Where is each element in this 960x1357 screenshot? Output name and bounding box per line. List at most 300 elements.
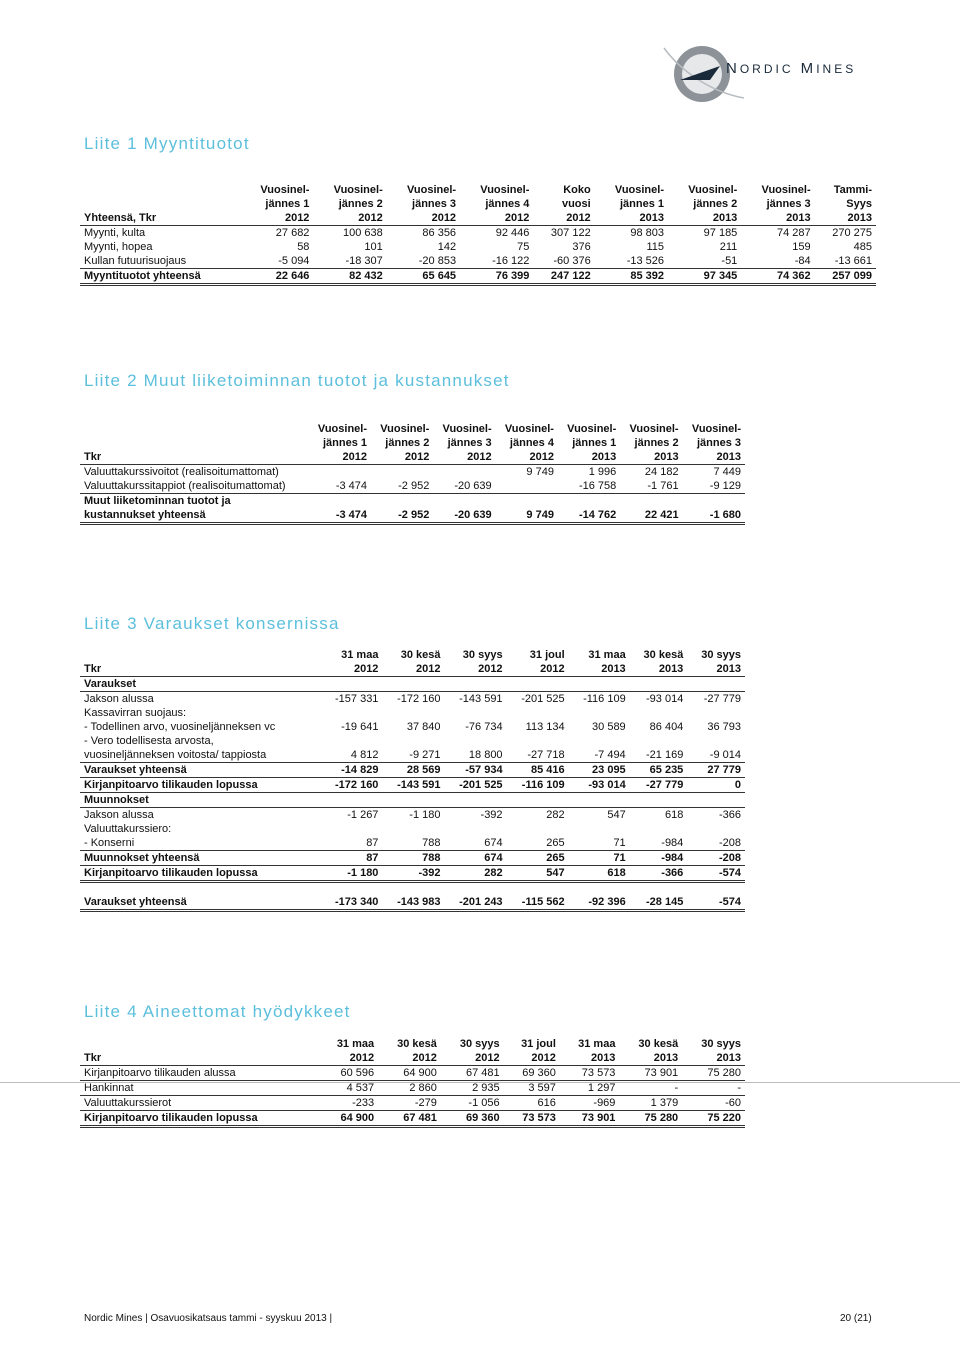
liite3-table — [80, 648, 745, 912]
row-label: Valuuttakurssitappiot (realisoitumattomat) — [80, 479, 309, 494]
table-header-label: Yhteensä, Tkr — [80, 211, 240, 226]
col-header: jännes 3 — [696, 437, 741, 449]
table-row — [80, 793, 745, 808]
cell-value: 618 — [664, 809, 684, 821]
col-header: 2013 — [620, 450, 682, 465]
row-label: Kullan futuurisuojaus — [80, 254, 240, 269]
table-row — [80, 240, 876, 254]
cell-value: -2 952 — [371, 508, 433, 524]
col-header: 2012 — [378, 1051, 441, 1066]
col-header: 2013 — [630, 662, 688, 677]
liite1-header-row-3 — [80, 211, 876, 226]
cell-value: - — [682, 1081, 745, 1096]
cell-value: -201 525 — [445, 778, 507, 793]
table-row — [80, 808, 745, 823]
col-header: 2012 — [309, 450, 371, 465]
cell-value: -20 639 — [433, 508, 495, 524]
cell-value: 36 793 — [707, 721, 741, 733]
cell-value: - — [619, 1081, 682, 1096]
table-row — [80, 226, 876, 241]
col-header: Vuosinel- — [614, 184, 664, 196]
liite3-header-row-2 — [80, 662, 745, 677]
cell-value: 1 297 — [560, 1081, 620, 1096]
cell-value: -2 952 — [371, 479, 433, 494]
cell-value: 64 900 — [319, 1111, 379, 1127]
row-label: Varaukset yhteensä — [80, 763, 320, 778]
cell-value: 616 — [504, 1096, 560, 1111]
cell-value: 98 803 — [630, 227, 664, 239]
cell-value — [320, 706, 382, 720]
col-header: vuosi — [561, 198, 591, 210]
col-header: 31 maa — [588, 649, 626, 661]
col-header: Vuosinel- — [406, 184, 457, 196]
cell-value: 265 — [507, 836, 569, 851]
row-label: Myynti, hopea — [84, 241, 153, 253]
cell-value: 9 749 — [496, 508, 558, 524]
cell-value — [569, 734, 630, 748]
col-header: Vuosinel- — [761, 184, 811, 196]
cell-value: -13 661 — [815, 254, 876, 269]
cell-value — [558, 494, 620, 509]
cell-value — [445, 677, 507, 692]
cell-value: 0 — [687, 778, 745, 793]
col-header: 31 maa — [341, 649, 379, 661]
row-label: Myynti, kulta — [84, 227, 146, 239]
cell-value: 3 597 — [504, 1081, 560, 1096]
cell-value: 82 432 — [313, 269, 386, 285]
cell-value — [320, 734, 382, 748]
col-header: 2012 — [387, 211, 460, 226]
cell-value: 75 280 — [619, 1111, 682, 1127]
cell-value: -116 109 — [507, 778, 569, 793]
cell-value: 71 — [569, 851, 630, 866]
cell-value — [507, 734, 569, 748]
table-row — [80, 692, 745, 707]
col-header: 2012 — [445, 662, 507, 677]
cell-value — [687, 822, 745, 836]
cell-value: -143 591 — [459, 693, 503, 705]
col-header: 30 kesä — [643, 649, 684, 661]
col-header: 2012 — [319, 1051, 379, 1066]
cell-value: 674 — [445, 836, 507, 851]
cell-value: -233 — [319, 1096, 379, 1111]
cell-value — [382, 677, 444, 692]
col-header: 2012 — [240, 211, 313, 226]
col-header: Vuosinel- — [691, 423, 741, 435]
cell-value: -93 014 — [646, 693, 684, 705]
row-label: - Todellinen arvo, vuosineljänneksen vc — [84, 721, 276, 733]
cell-value: 69 360 — [441, 1111, 504, 1127]
cell-value — [445, 793, 507, 808]
col-header: 30 kesä — [638, 1038, 679, 1050]
table-row — [80, 494, 745, 509]
col-header: 31 maa — [336, 1038, 375, 1050]
cell-value: -84 — [741, 254, 814, 269]
cell-value — [309, 494, 371, 509]
col-header: 30 kesä — [400, 649, 441, 661]
cell-value: 1 379 — [619, 1096, 682, 1111]
row-label: Hankinnat — [80, 1081, 319, 1096]
cell-value: -279 — [378, 1096, 441, 1111]
cell-value: -984 — [630, 851, 688, 866]
cell-value — [507, 677, 569, 692]
table-row — [80, 720, 745, 734]
cell-value: -172 160 — [397, 693, 441, 705]
cell-value: 100 638 — [342, 227, 383, 239]
page-number: 20 (21) — [840, 1313, 872, 1324]
col-header: Koko — [563, 184, 591, 196]
row-label: kustannukset yhteensä — [80, 508, 309, 524]
row-label: Myyntituotot yhteensä — [80, 269, 240, 285]
cell-value — [569, 706, 630, 720]
cell-value — [507, 822, 569, 836]
col-header: jännes 2 — [693, 198, 738, 210]
col-header: 30 syys — [459, 1038, 500, 1050]
cell-value — [496, 494, 558, 509]
liite2-title: Liite 2 Muut liiketoiminnan tuotot ja kustannukset — [84, 371, 510, 390]
cell-value: -201 243 — [445, 895, 507, 911]
cell-value: 67 481 — [441, 1066, 504, 1081]
cell-value — [445, 706, 507, 720]
row-label: Kassavirran suojaus: — [84, 707, 187, 719]
table-row — [80, 1096, 745, 1111]
col-header: jännes 1 — [572, 437, 617, 449]
liite3-title: Liite 3 Varaukset konsernissa — [84, 614, 340, 633]
cell-value: 76 399 — [460, 269, 533, 285]
table-row — [80, 677, 745, 692]
cell-value: 87 — [320, 851, 382, 866]
cell-value: 674 — [445, 851, 507, 866]
cell-value — [683, 494, 745, 509]
cell-value: 73 901 — [619, 1066, 682, 1081]
col-header: 31 joul — [529, 649, 565, 661]
col-header: 2013 — [619, 1051, 682, 1066]
cell-value: 30 589 — [592, 721, 626, 733]
col-header: jännes 4 — [485, 198, 530, 210]
table-row — [80, 1066, 745, 1081]
cell-value: 87 — [320, 836, 382, 851]
col-header: 2013 — [558, 450, 620, 465]
cell-value: 73 573 — [504, 1111, 560, 1127]
cell-value: 27 682 — [275, 227, 310, 239]
cell-value: -173 340 — [320, 895, 382, 911]
cell-value: 159 — [792, 241, 811, 253]
cell-value: -57 934 — [445, 763, 507, 778]
col-header: 2013 — [683, 450, 745, 465]
cell-value: 67 481 — [378, 1111, 441, 1127]
cell-value: 92 446 — [495, 227, 530, 239]
cell-value: 73 901 — [560, 1111, 620, 1127]
col-header: Tammi- — [833, 184, 872, 196]
cell-value: 22 646 — [240, 269, 313, 285]
cell-value: -984 — [630, 836, 688, 851]
col-header: 2012 — [504, 1051, 560, 1066]
cell-value — [309, 465, 371, 480]
cell-value: 74 362 — [741, 269, 814, 285]
cell-value: 37 840 — [406, 721, 441, 733]
cell-value: -392 — [382, 866, 444, 882]
cell-value: 115 — [646, 241, 664, 253]
col-header: Vuosinel- — [260, 184, 310, 196]
cell-value: -208 — [687, 836, 745, 851]
table-header-label: Tkr — [80, 1051, 319, 1066]
cell-value: -16 758 — [558, 479, 620, 494]
col-header: 2012 — [507, 662, 569, 677]
cell-value: -1 267 — [347, 809, 379, 821]
row-label: Jakson alussa — [84, 693, 154, 705]
cell-value: 58 — [297, 241, 310, 253]
cell-value: 75 280 — [682, 1066, 745, 1081]
footer-text: Nordic Mines | Osavuosikatsaus tammi - syyskuu 2013 | — [84, 1313, 333, 1324]
cell-value — [320, 822, 382, 836]
cell-value — [569, 793, 630, 808]
row-label: Kirjanpitoarvo tilikauden lopussa — [80, 866, 320, 882]
col-header: jännes 1 — [322, 437, 368, 449]
cell-value: 85 416 — [507, 763, 569, 778]
cell-value: 85 392 — [595, 269, 668, 285]
cell-value: 307 122 — [550, 227, 591, 239]
table-row — [80, 763, 745, 778]
cell-value — [445, 734, 507, 748]
cell-value: -143 591 — [382, 778, 444, 793]
col-header: jännes 3 — [447, 437, 492, 449]
cell-value: -201 525 — [521, 693, 565, 705]
table-row — [80, 748, 745, 763]
cell-value: 101 — [364, 241, 383, 253]
col-header: 2012 — [433, 450, 495, 465]
cell-value: -9 129 — [683, 479, 745, 494]
page-rule — [0, 1082, 960, 1083]
cell-value: -1 180 — [409, 809, 441, 821]
cell-value: 2 935 — [441, 1081, 504, 1096]
liite1-header-row-1 — [80, 183, 876, 197]
cell-value: -76 734 — [465, 721, 503, 733]
cell-value: 282 — [546, 809, 565, 821]
cell-value: 211 — [719, 241, 738, 253]
cell-value: -1 680 — [683, 508, 745, 524]
col-header: 2012 — [382, 662, 444, 677]
col-header: 2013 — [595, 211, 668, 226]
col-header: 30 syys — [701, 1038, 741, 1050]
cell-value — [382, 793, 444, 808]
cell-value — [445, 822, 507, 836]
cell-value: -20 639 — [433, 479, 495, 494]
cell-value: 75 — [517, 241, 530, 253]
liite4-title: Liite 4 Aineettomat hyödykkeet — [84, 1002, 351, 1021]
cell-value: -13 526 — [595, 254, 668, 269]
liite1-table — [80, 183, 876, 286]
row-label: Muunnokset — [80, 793, 320, 808]
cell-value: -16 122 — [460, 254, 533, 269]
cell-value: -19 641 — [341, 721, 379, 733]
cell-value: -93 014 — [569, 778, 630, 793]
table-row — [80, 508, 745, 524]
liite1-header-row-2 — [80, 197, 876, 211]
liite2-header-row-1 — [80, 422, 745, 436]
table-row — [80, 866, 745, 882]
cell-value: 64 900 — [378, 1066, 441, 1081]
cell-value — [382, 734, 444, 748]
row-label: Valuuttakurssivoitot (realisoitumattomat) — [84, 466, 279, 478]
col-header: Vuosinel- — [688, 184, 738, 196]
cell-value: 27 779 — [687, 763, 745, 778]
row-label: Varaukset — [80, 677, 320, 692]
col-header: Vuosinel- — [629, 423, 679, 435]
col-header: 2012 — [441, 1051, 504, 1066]
cell-value: 376 — [572, 241, 591, 253]
cell-value — [687, 793, 745, 808]
row-label: Varaukset yhteensä — [80, 895, 320, 911]
cell-value: 4 537 — [319, 1081, 379, 1096]
row-label: Valuuttakurssierot — [80, 1096, 319, 1111]
cell-value: 142 — [437, 241, 457, 253]
col-header: jännes 2 — [634, 437, 679, 449]
cell-value: -14 762 — [558, 508, 620, 524]
table-row — [80, 895, 745, 911]
cell-value: -92 396 — [569, 895, 630, 911]
cell-value: 24 182 — [644, 466, 679, 478]
cell-value: 257 099 — [815, 269, 876, 285]
cell-value — [433, 494, 495, 509]
table-row — [80, 734, 745, 748]
cell-value — [630, 793, 688, 808]
cell-value: 97 185 — [703, 227, 738, 239]
cell-value: -27 779 — [703, 693, 741, 705]
cell-value: -9 271 — [382, 748, 444, 763]
col-header: 2012 — [371, 450, 433, 465]
cell-value — [630, 706, 688, 720]
cell-value — [569, 822, 630, 836]
cell-value — [630, 734, 688, 748]
col-header: Vuosinel- — [480, 184, 530, 196]
table-header-label: Tkr — [80, 450, 309, 465]
cell-value — [382, 822, 444, 836]
cell-value: 75 220 — [682, 1111, 745, 1127]
cell-value: 69 360 — [504, 1066, 560, 1081]
cell-value: -392 — [480, 809, 503, 821]
cell-value: -115 562 — [507, 895, 569, 911]
col-header: 2013 — [682, 1051, 745, 1066]
col-header: 31 maa — [578, 1038, 616, 1050]
col-header: jännes 4 — [509, 437, 554, 449]
cell-value — [320, 793, 382, 808]
cell-value: 9 749 — [526, 466, 554, 478]
row-label: Muut liiketominnan tuotot ja — [84, 495, 231, 507]
cell-value: 618 — [569, 866, 630, 882]
logo-wordmark: NORDIC MINES — [726, 60, 857, 77]
cell-value: -7 494 — [569, 748, 630, 763]
table-row — [80, 269, 876, 285]
table-row — [80, 778, 745, 793]
cell-value: 788 — [382, 851, 444, 866]
cell-value: -1 056 — [441, 1096, 504, 1111]
cell-value — [687, 734, 745, 748]
col-header: 2013 — [569, 662, 630, 677]
cell-value: 73 573 — [560, 1066, 620, 1081]
row-label: Valuuttakurssiero: — [84, 823, 172, 835]
col-header: 2013 — [668, 211, 741, 226]
col-header: 2012 — [533, 211, 594, 226]
cell-value: -157 331 — [335, 693, 379, 705]
col-header: jännes 2 — [385, 437, 430, 449]
cell-value: 65 235 — [630, 763, 688, 778]
cell-value: -969 — [560, 1096, 620, 1111]
cell-value: 23 095 — [569, 763, 630, 778]
col-header: jännes 1 — [619, 198, 664, 210]
cell-value: -3 474 — [309, 508, 371, 524]
cell-value: 788 — [382, 836, 444, 851]
liite3-header-row-1 — [80, 648, 745, 662]
col-header: Vuosinel- — [504, 423, 554, 435]
cell-value: 282 — [445, 866, 507, 882]
col-header: jännes 3 — [766, 198, 811, 210]
table-row — [80, 479, 745, 494]
cell-value: -366 — [718, 809, 741, 821]
cell-value: 247 122 — [533, 269, 594, 285]
cell-value: 22 421 — [620, 508, 682, 524]
cell-value: 86 356 — [422, 227, 457, 239]
cell-value — [687, 706, 745, 720]
cell-value: -60 376 — [533, 254, 594, 269]
cell-value — [433, 465, 495, 480]
cell-value: 97 345 — [668, 269, 741, 285]
row-label: Kirjanpitoarvo tilikauden lopussa — [80, 778, 320, 793]
col-header: 30 syys — [701, 649, 741, 661]
cell-value — [320, 677, 382, 692]
cell-value: -60 — [682, 1096, 745, 1111]
col-header: 2012 — [313, 211, 386, 226]
col-header: Syys — [846, 198, 872, 210]
table-row — [80, 822, 745, 836]
col-header: 2012 — [496, 450, 558, 465]
cell-value: 485 — [853, 241, 872, 253]
liite4-header-row-2 — [80, 1051, 745, 1066]
cell-value: -1 761 — [620, 479, 682, 494]
table-row — [80, 254, 876, 269]
cell-value — [620, 494, 682, 509]
cell-value: 4 812 — [320, 748, 382, 763]
cell-value: -27 779 — [630, 778, 688, 793]
cell-value — [371, 465, 433, 480]
col-header: jännes 1 — [265, 198, 310, 210]
table-row — [80, 851, 745, 866]
cell-value: -21 169 — [630, 748, 688, 763]
cell-value: -116 109 — [583, 693, 626, 705]
liite1-title: Liite 1 Myyntituotot — [84, 134, 250, 153]
row-label: Muunnokset yhteensä — [80, 851, 320, 866]
row-label: Kirjanpitoarvo tilikauden alussa — [80, 1066, 319, 1081]
col-header: 2013 — [687, 662, 745, 677]
table-row — [80, 706, 745, 720]
cell-value: -366 — [630, 866, 688, 882]
col-header: 2013 — [815, 211, 876, 226]
liite2-header-row-2 — [80, 436, 745, 450]
liite4-header-row-1 — [80, 1037, 745, 1051]
col-header: 2013 — [741, 211, 814, 226]
table-row — [80, 465, 745, 480]
cell-value — [507, 793, 569, 808]
cell-value: -574 — [687, 895, 745, 911]
cell-value: -14 829 — [320, 763, 382, 778]
cell-value: -1 180 — [320, 866, 382, 882]
col-header: Vuosinel- — [380, 423, 430, 435]
col-header: 31 joul — [521, 1038, 556, 1050]
col-header: Vuosinel- — [317, 423, 368, 435]
cell-value: -574 — [687, 866, 745, 882]
cell-value: 547 — [607, 809, 626, 821]
cell-value: 71 — [569, 836, 630, 851]
table-row — [80, 1111, 745, 1127]
